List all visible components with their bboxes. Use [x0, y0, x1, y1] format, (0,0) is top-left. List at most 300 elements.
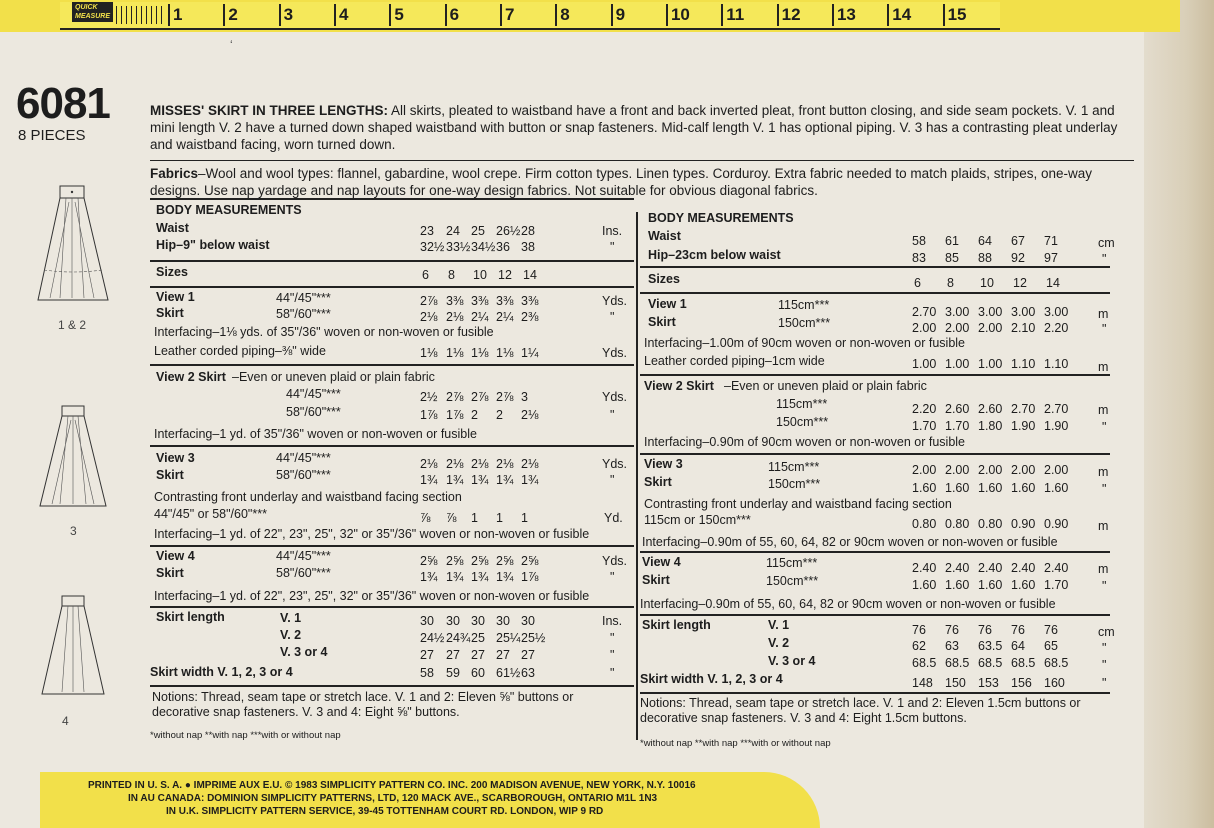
length-value: 76	[1044, 623, 1058, 637]
contrast-value: 0.80	[978, 517, 1003, 531]
yardage-value: 2¼	[496, 310, 514, 324]
yardage-value: 2.40	[978, 561, 1003, 575]
hip-value: 32½	[420, 240, 445, 254]
fabric-width: 44"/45"***	[276, 451, 331, 465]
ditto: "	[610, 240, 615, 254]
width-value: 58	[420, 666, 434, 680]
yardage-value: 1.60	[1011, 578, 1036, 592]
view2-label: View 2 Skirt	[156, 370, 226, 384]
width-value: 153	[978, 676, 999, 690]
ditto: "	[1102, 658, 1107, 672]
length-value: 25¼	[496, 631, 521, 645]
contrast-value: 0.80	[912, 517, 937, 531]
ruler-label-line1: QUICK	[75, 4, 98, 11]
printing-line-3: IN U.K. SIMPLICITY PATTERN SERVICE, 39-45 TOTTENHAM COURT RD. LONDON, WIP 9 RD	[166, 806, 604, 817]
hip-value: 92	[1011, 251, 1025, 265]
ruler-number: 2	[223, 4, 278, 26]
table-rule	[150, 545, 634, 547]
length-value: 76	[978, 623, 992, 637]
interfacing-note: Interfacing–0.90m of 55, 60, 64, 82 or 90cm woven or non-woven or fusible	[640, 597, 1056, 611]
table-rule	[640, 551, 1110, 553]
yardage-value: 2.60	[978, 402, 1003, 416]
yardage-value: 2⅞	[496, 390, 514, 404]
ditto: "	[610, 408, 615, 422]
length-value: 30	[446, 614, 460, 628]
yardage-value: 1¾	[420, 473, 438, 487]
piping-note: Leather corded piping–1cm wide	[644, 354, 825, 368]
width-value: 156	[1011, 676, 1032, 690]
contrast-note: Contrasting front underlay and waistband facing section	[154, 490, 462, 504]
skirt-length-label: Skirt length	[156, 610, 225, 624]
ditto: "	[610, 473, 615, 487]
yardage-value: 1.90	[1044, 419, 1069, 433]
yardage-value: 2.40	[1044, 561, 1069, 575]
unit-yds: Yds.	[602, 390, 628, 404]
view-label-1-2: 1 & 2	[58, 318, 87, 332]
fabric-width: 150cm***	[778, 316, 831, 330]
table-rule	[150, 606, 634, 608]
unit-yds: Yds.	[602, 554, 628, 568]
length-value: 27	[446, 648, 460, 662]
contrast-value: ⅞	[446, 511, 457, 525]
view3-label: View 3	[644, 457, 683, 471]
yardage-value: 1⅞	[521, 570, 539, 584]
unit-m: m	[1098, 403, 1109, 417]
hip-value: 88	[978, 251, 992, 265]
yardage-value: 2⅞	[446, 390, 464, 404]
view-ref: V. 3 or 4	[768, 654, 816, 668]
yardage-value: 2.70	[1044, 402, 1069, 416]
yardage-value: 3.00	[945, 305, 970, 319]
unit-ins: Ins.	[602, 614, 623, 628]
ditto: "	[1102, 322, 1107, 336]
length-value: 68.5	[1044, 656, 1069, 670]
yardage-value: 1.70	[1044, 578, 1069, 592]
ruler-number: 13	[832, 4, 887, 26]
yardage-value: 1.90	[1011, 419, 1036, 433]
ditto: "	[1102, 252, 1107, 266]
yardage-value: 3⅜	[471, 294, 489, 308]
piping-value: 1.00	[945, 357, 970, 371]
yardage-value: 1¾	[471, 473, 489, 487]
length-value: 62	[912, 639, 926, 653]
size-value: 6	[914, 276, 921, 290]
view2-text: –Even or uneven plaid or plain fabric	[232, 370, 435, 384]
yardage-value: 1¾	[420, 570, 438, 584]
ruler-number: 1	[168, 4, 223, 26]
yardage-value: 1.70	[945, 419, 970, 433]
ditto: "	[610, 310, 615, 324]
fabric-width: 150cm***	[768, 477, 821, 491]
yardage-value: 2.00	[945, 463, 970, 477]
fabric-width: 115cm***	[776, 397, 828, 411]
yardage-value: 3⅜	[446, 294, 464, 308]
fabric-width: 58"/60"***	[276, 566, 331, 580]
size-value: 12	[1013, 276, 1027, 290]
yardage-value: 2⅞	[420, 294, 438, 308]
ditto: "	[610, 648, 615, 662]
piping-value: 1.10	[1011, 357, 1036, 371]
length-value: 63.5	[978, 639, 1003, 653]
ruler-number: 10	[666, 4, 721, 26]
yardage-value: 2.70	[1011, 402, 1036, 416]
waist-value: 24	[446, 224, 460, 238]
piping-value: 1.00	[912, 357, 937, 371]
column-divider	[636, 212, 638, 740]
interfacing-note: Interfacing–1 yd. of 35"/36" woven or non-woven or fusible	[154, 427, 477, 441]
printing-info	[88, 779, 696, 818]
yardage-value: 1⅞	[420, 408, 438, 422]
fabrics-title: Fabrics	[150, 166, 199, 181]
ditto: "	[1102, 420, 1107, 434]
yardage-value: 1.60	[945, 481, 970, 495]
skirt-label: Skirt	[642, 573, 670, 587]
yardage-value: 2.60	[945, 402, 970, 416]
unit-yds: Yds.	[602, 457, 628, 471]
torn-edge	[1144, 0, 1214, 828]
skirt-width-label: Skirt width V. 1, 2, 3 or 4	[150, 665, 293, 679]
view-ref: V. 1	[768, 618, 790, 632]
table-rule	[640, 292, 1110, 294]
length-value: 63	[945, 639, 959, 653]
piping-value: 1.10	[1044, 357, 1069, 371]
yardage-value: 2.00	[1011, 463, 1036, 477]
contrast-value: 1	[496, 511, 503, 525]
table-rule	[150, 198, 634, 200]
yardage-value: 2⅞	[471, 390, 489, 404]
notions: Notions: Thread, seam tape or stretch lace. V. 1 and 2: Eleven ⅝" buttons or decorative snap fasteners. V. 3 and 4: Eight ⅝" buttons.	[152, 690, 574, 719]
size-value: 12	[498, 268, 512, 282]
waist-value: 58	[912, 234, 926, 248]
skirt-length-label: Skirt length	[642, 618, 711, 632]
ruler-number: 11	[721, 4, 776, 26]
unit-ins: Ins.	[602, 224, 623, 238]
yardage-value: 1¾	[446, 570, 464, 584]
waist-value: 61	[945, 234, 959, 248]
view-label-3: 3	[70, 524, 77, 538]
interfacing-note: Interfacing–1 yd. of 22", 23", 25", 32" or 35"/36" woven or non-woven or fusible	[154, 589, 590, 603]
length-value: 64	[1011, 639, 1025, 653]
length-value: 76	[945, 623, 959, 637]
length-value: 27	[496, 648, 510, 662]
length-value: 27	[521, 648, 535, 662]
piping-value: 1⅛	[496, 346, 514, 360]
table-rule	[640, 614, 1110, 616]
waist-value: 67	[1011, 234, 1025, 248]
yardage-value: 2½	[420, 390, 438, 404]
waist-value: 71	[1044, 234, 1058, 248]
yardage-value: 1.60	[912, 481, 937, 495]
yardage-value: 2⅝	[471, 554, 489, 568]
yardage-value: 2⅛	[446, 310, 464, 324]
ruler-number: 12	[777, 4, 832, 26]
size-value: 10	[980, 276, 994, 290]
sizes-label: Sizes	[156, 265, 188, 279]
interfacing-note: Interfacing–1.00m of 90cm woven or non-woven or fusible	[644, 336, 966, 350]
size-value: 6	[422, 268, 429, 282]
table-rule	[150, 260, 634, 262]
ditto: "	[1102, 676, 1107, 690]
piping-value: 1⅛	[420, 346, 438, 360]
size-value: 8	[448, 268, 455, 282]
view-ref: V. 1	[280, 611, 302, 625]
length-value: 27	[471, 648, 485, 662]
ruler-number: 9	[611, 4, 666, 26]
piping-value: 1¼	[521, 346, 539, 360]
contrast-value: ⅞	[420, 511, 431, 525]
contrast-value: 0.90	[1011, 517, 1036, 531]
hip-value: 33½	[446, 240, 471, 254]
fabric-width: 58"/60"***	[276, 307, 331, 321]
unit-yds: Yds.	[602, 294, 628, 308]
ditto: "	[610, 631, 615, 645]
yardage-value: 2.00	[978, 321, 1003, 335]
unit-yd: Yd.	[604, 511, 623, 525]
view2-text: –Even or uneven plaid or plain fabric	[724, 379, 927, 393]
view2-label: View 2 Skirt	[644, 379, 714, 393]
yardage-value: 2.00	[912, 463, 937, 477]
yardage-value: 1.60	[978, 481, 1003, 495]
ruler-number: 15	[943, 4, 998, 26]
pattern-number: 6081	[16, 79, 110, 128]
yardage-value: 1¾	[471, 570, 489, 584]
view3-label: View 3	[156, 451, 195, 465]
yardage-value: 2⅛	[471, 457, 489, 471]
yardage-value: 2.20	[1044, 321, 1069, 335]
length-value: 76	[912, 623, 926, 637]
length-value: 27	[420, 648, 434, 662]
skirt-label: Skirt	[156, 566, 184, 580]
yardage-value: 3⅜	[521, 294, 539, 308]
interfacing-note: Interfacing–0.90m of 55, 60, 64, 82 or 90cm woven or non-woven or fusible	[642, 535, 1058, 549]
description-text: All skirts, pleated to waistband have a front and back inverted pleat, front button closing, and side seam pockets. V. 1 and mini length V. 2 have a turned down shaped waistband with button or snap fasteners. Mid-calf length V. 1 has optional piping. V. 3 has a contrasting pleat underlay and waistband facing, worn turned down.	[150, 103, 1118, 152]
piping-value: 1⅛	[471, 346, 489, 360]
hip-value: 38	[521, 240, 535, 254]
length-value: 24¾	[446, 631, 471, 645]
description-title: MISSES' SKIRT IN THREE LENGTHS:	[150, 103, 388, 118]
yardage-value: 2.40	[1011, 561, 1036, 575]
ditto: "	[610, 570, 615, 584]
length-value: 25½	[521, 631, 546, 645]
contrast-value: 1	[471, 511, 478, 525]
skirt-label: Skirt	[644, 475, 672, 489]
yardage-value: 3.00	[1011, 305, 1036, 319]
fabrics-text: –Wool and wool types: flannel, gabardine, wool crepe. Firm cotton types. Linen types. Corduroy. Extra fabric needed to match plaids, stripes, one-way designs. Use nap yardage and nap layouts for one-way design fabrics. Not suitable for obvious diagonal fabrics.	[150, 166, 1092, 198]
length-value: 65	[1044, 639, 1058, 653]
skirt-illustration-1-2	[30, 178, 116, 308]
interfacing-note: Interfacing–1⅛ yds. of 35"/36" woven or non-woven or fusible	[154, 325, 494, 339]
table-rule	[640, 266, 1110, 268]
hip-label: Hip–9" below waist	[156, 238, 270, 252]
piping-note: Leather corded piping–⅜" wide	[154, 344, 326, 358]
width-value: 63	[521, 666, 535, 680]
length-value: 24½	[420, 631, 445, 645]
yardage-value: 2.00	[1044, 463, 1069, 477]
length-value: 30	[496, 614, 510, 628]
yardage-value: 1.60	[1011, 481, 1036, 495]
contrast-value: 0.90	[1044, 517, 1069, 531]
printing-line-1: PRINTED IN U. S. A. ● IMPRIME AUX E.U. © 1983 SIMPLICITY PATTERN CO. INC. 200 MADISON AVENUE, NEW YORK, N.Y. 10016	[88, 780, 696, 791]
width-value: 148	[912, 676, 933, 690]
width-value: 59	[446, 666, 460, 680]
waist-value: 28	[521, 224, 535, 238]
yardage-value: 1¾	[496, 473, 514, 487]
view4-label: View 4	[642, 555, 681, 569]
yardage-value: 1.70	[912, 419, 937, 433]
table-rule	[640, 692, 1110, 694]
waist-value: 23	[420, 224, 434, 238]
interfacing-note: Interfacing–1 yd. of 22", 23", 25", 32" or 35"/36" woven or non-woven or fusible	[154, 527, 590, 541]
notions: Notions: Thread, seam tape or stretch lace. V. 1 and 2: Eleven 1.5cm buttons or decorative snap fasteners. V. 3 and 4: Eight 1.5cm buttons.	[640, 696, 1081, 725]
length-value: 30	[521, 614, 535, 628]
metric-yardage-table	[640, 0, 1120, 828]
printing-line-2: IN AU CANADA: DOMINION SIMPLICITY PATTERNS, LTD, 120 MACK AVE., SCARBOROUGH, ONTARIO M1L 1N3	[128, 793, 658, 804]
view-ref: V. 2	[280, 628, 302, 642]
yardage-value: 1¾	[521, 473, 539, 487]
ruler-number: 6	[445, 4, 500, 26]
length-value: 30	[420, 614, 434, 628]
yardage-value: 2⅝	[446, 554, 464, 568]
fabric-width: 44"/45"***	[286, 387, 341, 401]
yardage-value: 1.60	[978, 578, 1003, 592]
yardage-value: 2¼	[471, 310, 489, 324]
yardage-value: 2⅛	[420, 457, 438, 471]
width-value: 61½	[496, 666, 521, 680]
size-value: 8	[947, 276, 954, 290]
yardage-value: 2⅜	[521, 310, 539, 324]
fabric-width: 44"/45"***	[276, 549, 331, 563]
contrast-width: 115cm or 150cm***	[644, 513, 751, 527]
yardage-value: 3.00	[1044, 305, 1069, 319]
yardage-value: 1⅞	[446, 408, 464, 422]
hip-value: 34½	[471, 240, 496, 254]
length-value: 25	[471, 631, 485, 645]
fabric-width: 150cm***	[776, 415, 829, 429]
hip-value: 97	[1044, 251, 1058, 265]
unit-m: m	[1098, 519, 1109, 533]
piping-value: 1.00	[978, 357, 1003, 371]
yardage-value: 1.60	[1044, 481, 1069, 495]
yardage-value: 2.40	[945, 561, 970, 575]
waist-label: Waist	[156, 221, 189, 235]
table-rule	[150, 685, 634, 687]
skirt-label: Skirt	[156, 468, 184, 482]
yardage-value: 2⅛	[521, 457, 539, 471]
yardage-value: 1.60	[945, 578, 970, 592]
size-value: 14	[1046, 276, 1060, 290]
yardage-value: 2	[496, 408, 503, 422]
hip-value: 36	[496, 240, 510, 254]
table-rule	[150, 445, 634, 447]
contrast-value: 1	[521, 511, 528, 525]
ruler-number: 3	[279, 4, 334, 26]
yardage-value: 2.70	[912, 305, 937, 319]
table-rule	[150, 364, 634, 366]
yardage-value: 2⅛	[446, 457, 464, 471]
hip-label: Hip–23cm below waist	[648, 248, 781, 262]
table-rule	[640, 374, 1110, 376]
unit-m: m	[1098, 307, 1109, 321]
waist-label: Waist	[648, 229, 681, 243]
yardage-value: 1.80	[978, 419, 1003, 433]
imperial-yardage-table	[150, 0, 636, 828]
ditto: "	[610, 666, 615, 680]
length-value: 68.5	[1011, 656, 1036, 670]
width-value: 60	[471, 666, 485, 680]
skirt-illustration-3	[30, 398, 116, 518]
width-value: 160	[1044, 676, 1065, 690]
contrast-width: 44"/45" or 58"/60"***	[154, 507, 267, 521]
length-value: 68.5	[912, 656, 937, 670]
unit-m: m	[1098, 562, 1109, 576]
fabric-width: 115cm***	[766, 556, 818, 570]
ditto: "	[1102, 579, 1107, 593]
sizes-label: Sizes	[648, 272, 680, 286]
view1-label: View 1	[156, 290, 195, 304]
unit-m: m	[1098, 465, 1109, 479]
yardage-value: 2⅛	[496, 457, 514, 471]
yardage-value: 3.00	[978, 305, 1003, 319]
yardage-value: 2.00	[945, 321, 970, 335]
view-label-4: 4	[62, 714, 69, 728]
unit-cm: cm	[1098, 625, 1115, 639]
skirt-illustration-4	[30, 590, 116, 700]
yardage-value: 2	[471, 408, 478, 422]
length-value: 30	[471, 614, 485, 628]
yardage-value: 1¾	[496, 570, 514, 584]
fabric-width: 115cm***	[778, 298, 830, 312]
body-measurements-heading: BODY MEASUREMENTS	[156, 203, 302, 217]
ditto: "	[1102, 641, 1107, 655]
piping-value: 1⅛	[446, 346, 464, 360]
ruler-number: 14	[887, 4, 942, 26]
yardage-value: 2.40	[912, 561, 937, 575]
yardage-value: 2.00	[912, 321, 937, 335]
waist-value: 64	[978, 234, 992, 248]
view4-label: View 4	[156, 549, 195, 563]
pencil-mark: ʻ	[230, 38, 233, 52]
yardage-value: 3⅜	[496, 294, 514, 308]
yardage-value: 2⅝	[420, 554, 438, 568]
footnote: *without nap **with nap ***with or without nap	[640, 738, 831, 749]
yardage-value: 2.10	[1011, 321, 1036, 335]
yardage-value: 1.60	[912, 578, 937, 592]
view1-label: View 1	[648, 297, 687, 311]
waist-value: 26½	[496, 224, 521, 238]
contrast-note: Contrasting front underlay and waistband facing section	[644, 497, 952, 511]
ruler-label-line2: MEASURE	[75, 13, 111, 20]
unit-cm: cm	[1098, 236, 1115, 250]
yardage-value: 2⅛	[420, 310, 438, 324]
length-value: 68.5	[945, 656, 970, 670]
yardage-value: 1¾	[446, 473, 464, 487]
ditto: "	[1102, 482, 1107, 496]
unit-m: m	[1098, 360, 1109, 374]
view-ref: V. 2	[768, 636, 790, 650]
view-ref: V. 3 or 4	[280, 645, 328, 659]
contrast-value: 0.80	[945, 517, 970, 531]
hip-value: 85	[945, 251, 959, 265]
yardage-value: 2⅛	[521, 408, 539, 422]
table-rule	[640, 453, 1110, 455]
yardage-value: 2.20	[912, 402, 937, 416]
length-value: 76	[1011, 623, 1025, 637]
waist-value: 25	[471, 224, 485, 238]
body-measurements-heading: BODY MEASUREMENTS	[648, 211, 794, 225]
size-value: 14	[523, 268, 537, 282]
ruler-label	[72, 2, 113, 22]
interfacing-note: Interfacing–0.90m of 90cm woven or non-woven or fusible	[644, 435, 966, 449]
